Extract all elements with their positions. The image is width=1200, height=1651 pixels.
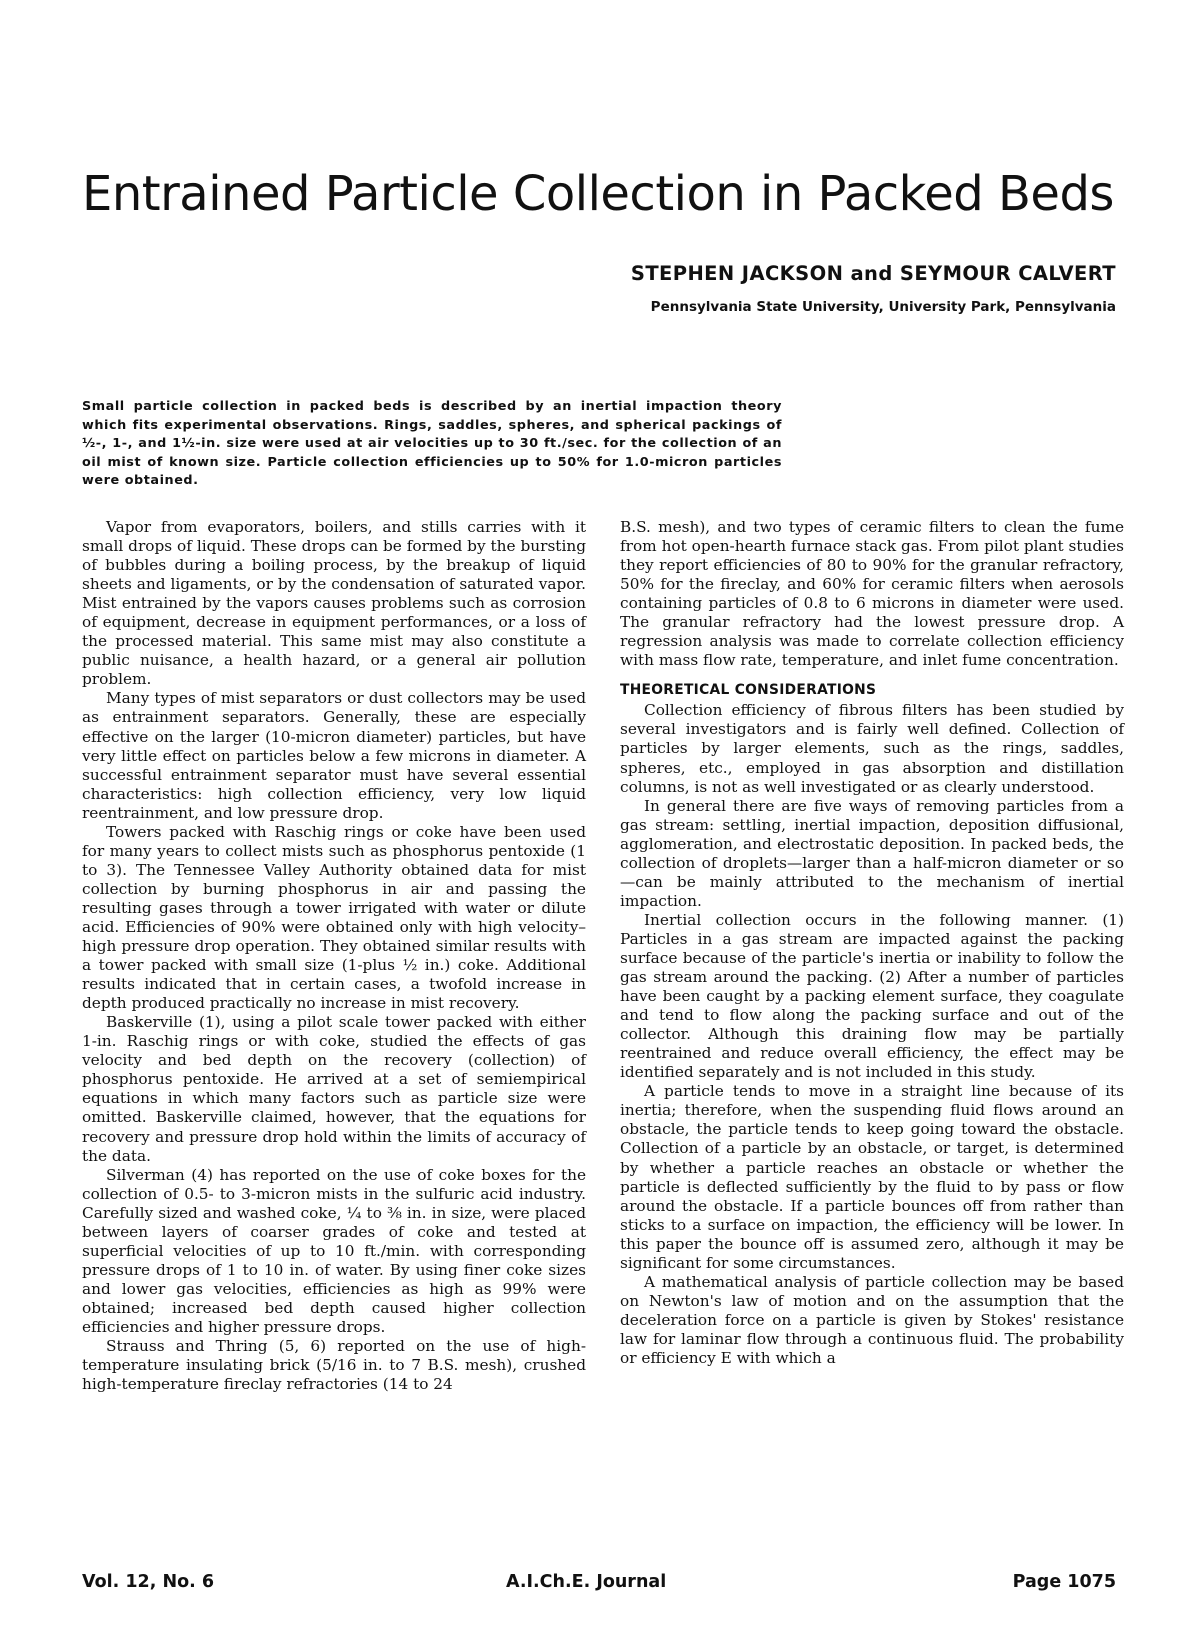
body-paragraph: Collection efficiency of fibrous filters has been studied by several investigators and is fairly well defined. Collection of particles by larger elements, such as the rings, saddles, spheres, etc., employed in gas absorption and distillation columns, is not as well investigated or as clearly understood.: [620, 701, 1124, 796]
author-affiliation: Pennsylvania State University, University Park, Pennsylvania: [650, 299, 1116, 315]
article-abstract: Small particle collection in packed beds is described by an inertial impaction theory which fits experimental observations. Rings, saddles, spheres, and spherical packings of ½-, 1-, and 1½-in. size were used at air velocities up to 30 ft./sec. for the collection of an oil mist of known size. Particle collection efficiencies up to 50% for 1.0-micron particles were obtained.: [82, 399, 782, 489]
body-paragraph: Vapor from evaporators, boilers, and stills carries with it small drops of liquid. These drops can be formed by the bursting of bubbles during a boiling process, by the breakup of liquid sheets and ligaments, or by the condensation of saturated vapor. Mist entrained by the vapors causes problems such as corrosion of equipment, decrease in equipment performances, or a loss of the processed material. This same mist may also constitute a public nuisance, a health hazard, or a general air pollution problem.: [82, 518, 586, 689]
footer-journal: A.I.Ch.E. Journal: [506, 1572, 667, 1592]
footer-volume: Vol. 12, No. 6: [82, 1572, 215, 1592]
body-paragraph: Silverman (4) has reported on the use of coke boxes for the collection of 0.5- to 3-micron mists in the sulfuric acid industry. Carefully sized and washed coke, ¼ to ⅜ in. in size, were placed between layers of coarser grades of coke and tested at superficial velocities of up to 10 ft./min. with corresponding pressure drops of 1 to 10 in. of water. By using finer coke sizes and lower gas velocities, efficiencies as high as 99% were obtained; increased bed depth caused higher collection efficiencies and higher pressure drops.: [82, 1165, 586, 1336]
article-authors: STEPHEN JACKSON and SEYMOUR CALVERT: [630, 262, 1116, 285]
section-heading: THEORETICAL CONSIDERATIONS: [620, 682, 877, 699]
left-column: [82, 518, 586, 1394]
body-paragraph: Inertial collection occurs in the following manner. (1) Particles in a gas stream are impacted against the packing surface because of the particle's inertia or inability to follow the gas stream around the packing. (2) After a number of particles have been caught by a packing element surface, they coagulate and tend to flow along the packing surface and out of the collector. Although this draining flow may be partially reentrained and reduce overall efficiency, the effect may be identified separately and is not included in this study.: [620, 910, 1124, 1082]
right-column: [620, 518, 1124, 1368]
body-paragraph: Towers packed with Raschig rings or coke have been used for many years to collect mists such as phosphorus pentoxide (1 to 3). The Tennessee Valley Authority obtained data for mist collection by burning phosphorus in air and passing the resulting gases through a tower irrigated with water or dilute acid. Efficiencies of 90% were obtained only with high velocity–high pressure drop operation. They obtained similar results with a tower packed with small size (1-plus ½ in.) coke. Additional results indicated that in certain cases, a twofold increase in depth produced practically no increase in mist recovery.: [82, 822, 586, 1013]
body-paragraph: Baskerville (1), using a pilot scale tower packed with either 1-in. Raschig rings or with coke, studied the effects of gas velocity and bed depth on the recovery (collection) of phosphorus pentoxide. He arrived at a set of semiempirical equations in which many factors such as particle size were omitted. Baskerville claimed, however, that the equations for recovery and pressure drop hold within the limits of accuracy of the data.: [82, 1013, 586, 1165]
body-paragraph: B.S. mesh), and two types of ceramic filters to clean the fume from hot open-hearth furnace stack gas. From pilot plant studies they report efficiencies of 80 to 90% for the granular refractory, 50% for the fireclay, and 60% for ceramic filters when aerosols containing particles of 0.8 to 6 microns in diameter were used. The granular refractory had the lowest pressure drop. A regression analysis was made to correlate collection efficiency with mass flow rate, temperature, and inlet fume concentration.: [620, 518, 1124, 670]
body-paragraph: A particle tends to move in a straight line because of its inertia; therefore, when the suspending fluid flows around an obstacle, the particle tends to keep going toward the obstacle. Collection of a particle by an obstacle, or target, is determined by whether a particle reaches an obstacle or whether the particle is deflected sufficiently by the fluid to by pass or flow around the obstacle. If a particle bounces off from rather than sticks to a surface on impaction, the efficiency will be lower. In this paper the bounce off is assumed zero, although it may be significant for some circumstances.: [620, 1082, 1124, 1272]
footer-page-number: Page 1075: [1012, 1572, 1116, 1592]
article-title: Entrained Particle Collection in Packed Beds: [82, 166, 1114, 222]
body-paragraph: In general there are five ways of removing particles from a gas stream: settling, inertial impaction, deposition diffusional, agglomeration, and electrostatic deposition. In packed beds, the collection of droplets—larger than a half-micron diameter or so—can be mainly attributed to the mechanism of inertial impaction.: [620, 796, 1124, 910]
body-paragraph: Many types of mist separators or dust collectors may be used as entrainment separators. Generally, these are especially effective on the larger (10-micron diameter) particles, but have very little effect on particles below a few microns in diameter. A successful entrainment separator must have several essential characteristics: high collection efficiency, very low liquid reentrainment, and low pressure drop.: [82, 689, 586, 822]
body-paragraph: Strauss and Thring (5, 6) reported on the use of high-temperature insulating brick (5/16 in. to 7 B.S. mesh), crushed high-temperature fireclay refractories (14 to 24: [82, 1337, 586, 1394]
body-paragraph: A mathematical analysis of particle collection may be based on Newton's law of motion and on the assumption that the deceleration force on a particle is given by Stokes' resistance law for laminar flow through a continuous fluid. The probability or efficiency E with which a: [620, 1272, 1124, 1367]
